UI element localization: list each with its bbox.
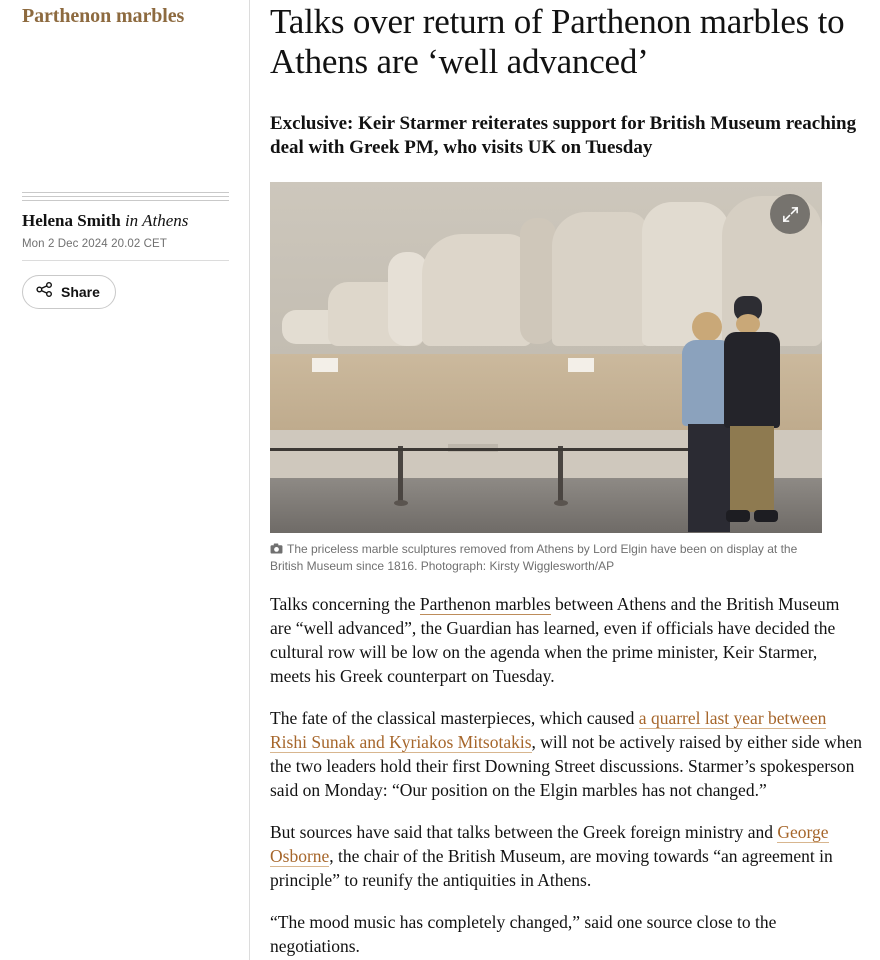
paragraph-text: The fate of the classical masterpieces, which caused bbox=[270, 708, 639, 728]
sculpture-seated bbox=[552, 212, 648, 346]
barrier-rope bbox=[270, 448, 710, 451]
barrier-base bbox=[394, 500, 408, 506]
link-sunak-mitsotakis-quarrel[interactable]: a quarrel last year between Rishi Sunak and Kyriakos Mitsotakis bbox=[270, 708, 827, 752]
image-caption bbox=[270, 541, 822, 574]
sidebar-divider bbox=[22, 260, 229, 261]
image-caption-text: The priceless marble sculptures removed from Athens by Lord Elgin have been on display at the British Museum since 1816. Photograph: Kirsty Wigglesworth/AP bbox=[270, 542, 798, 573]
article-main bbox=[250, 0, 880, 960]
byline-location: in Athens bbox=[124, 211, 189, 230]
paragraph-text: But sources have said that talks between the Greek foreign ministry and bbox=[270, 822, 778, 842]
standfirst bbox=[270, 112, 862, 160]
rule-three bbox=[22, 200, 229, 205]
link-george-osborne[interactable]: George Osborne bbox=[270, 822, 829, 866]
share-button[interactable] bbox=[22, 275, 116, 309]
sculpture-column-figure bbox=[520, 218, 556, 344]
article-paragraph bbox=[270, 910, 862, 958]
publish-timestamp: Mon 2 Dec 2024 20.02 CET bbox=[22, 238, 167, 250]
expand-image-button[interactable] bbox=[770, 194, 810, 234]
barrier-post bbox=[558, 446, 563, 504]
article-paragraph bbox=[270, 592, 862, 688]
paragraph-text: Talks concerning the bbox=[270, 594, 420, 614]
paragraph-text: , the chair of the British Museum, are moving towards “an agreement in principle” to reunify the antiquities in Athens. bbox=[270, 846, 833, 890]
article-sidebar bbox=[0, 0, 250, 960]
expand-icon bbox=[781, 205, 800, 224]
page-title: Talks over return of Parthenon marbles to Athens are ‘well advanced’ bbox=[270, 2, 845, 81]
paragraph-text: “The mood music has completely changed,” said one source close to the negotiations. bbox=[270, 912, 777, 956]
section-kicker[interactable]: Parthenon marbles bbox=[22, 5, 185, 27]
article-figure bbox=[270, 182, 822, 574]
paragraph-text: between Athens and the British Museum are “well advanced”, the Guardian has learned, even if officials have decided the cultural row will be low on the agenda when the prime minister, Keir Starmer, meets his Greek counterpart on Tuesday. bbox=[270, 594, 840, 686]
share-icon bbox=[36, 282, 53, 302]
byline-rules bbox=[22, 192, 229, 205]
paragraph-text: , will not be actively raised by either side when the two leaders hold their first Downing Street discussions. Starmer’s spokesperson said on Monday: “Our position on the Elgin marbles has not changed.” bbox=[270, 732, 862, 800]
barrier-base bbox=[554, 500, 568, 506]
exhibit-label bbox=[568, 358, 594, 372]
article-paragraph bbox=[270, 820, 862, 892]
share-label: Share bbox=[61, 284, 100, 300]
byline bbox=[22, 210, 229, 232]
standfirst-rest: Keir Starmer reiterates support for British Museum reaching deal with Greek PM, who visits UK on Tuesday bbox=[270, 113, 857, 158]
link-parthenon-marbles[interactable]: Parthenon marbles bbox=[419, 594, 551, 614]
barrier-post bbox=[398, 446, 403, 504]
sculpture-reclining bbox=[422, 234, 532, 346]
byline-author[interactable]: Helena Smith bbox=[22, 211, 121, 230]
standfirst-lead: Exclusive: bbox=[270, 113, 354, 134]
exhibit-label bbox=[312, 358, 338, 372]
article-image[interactable] bbox=[270, 182, 822, 533]
camera-icon bbox=[270, 542, 283, 558]
article-paragraph bbox=[270, 706, 862, 802]
